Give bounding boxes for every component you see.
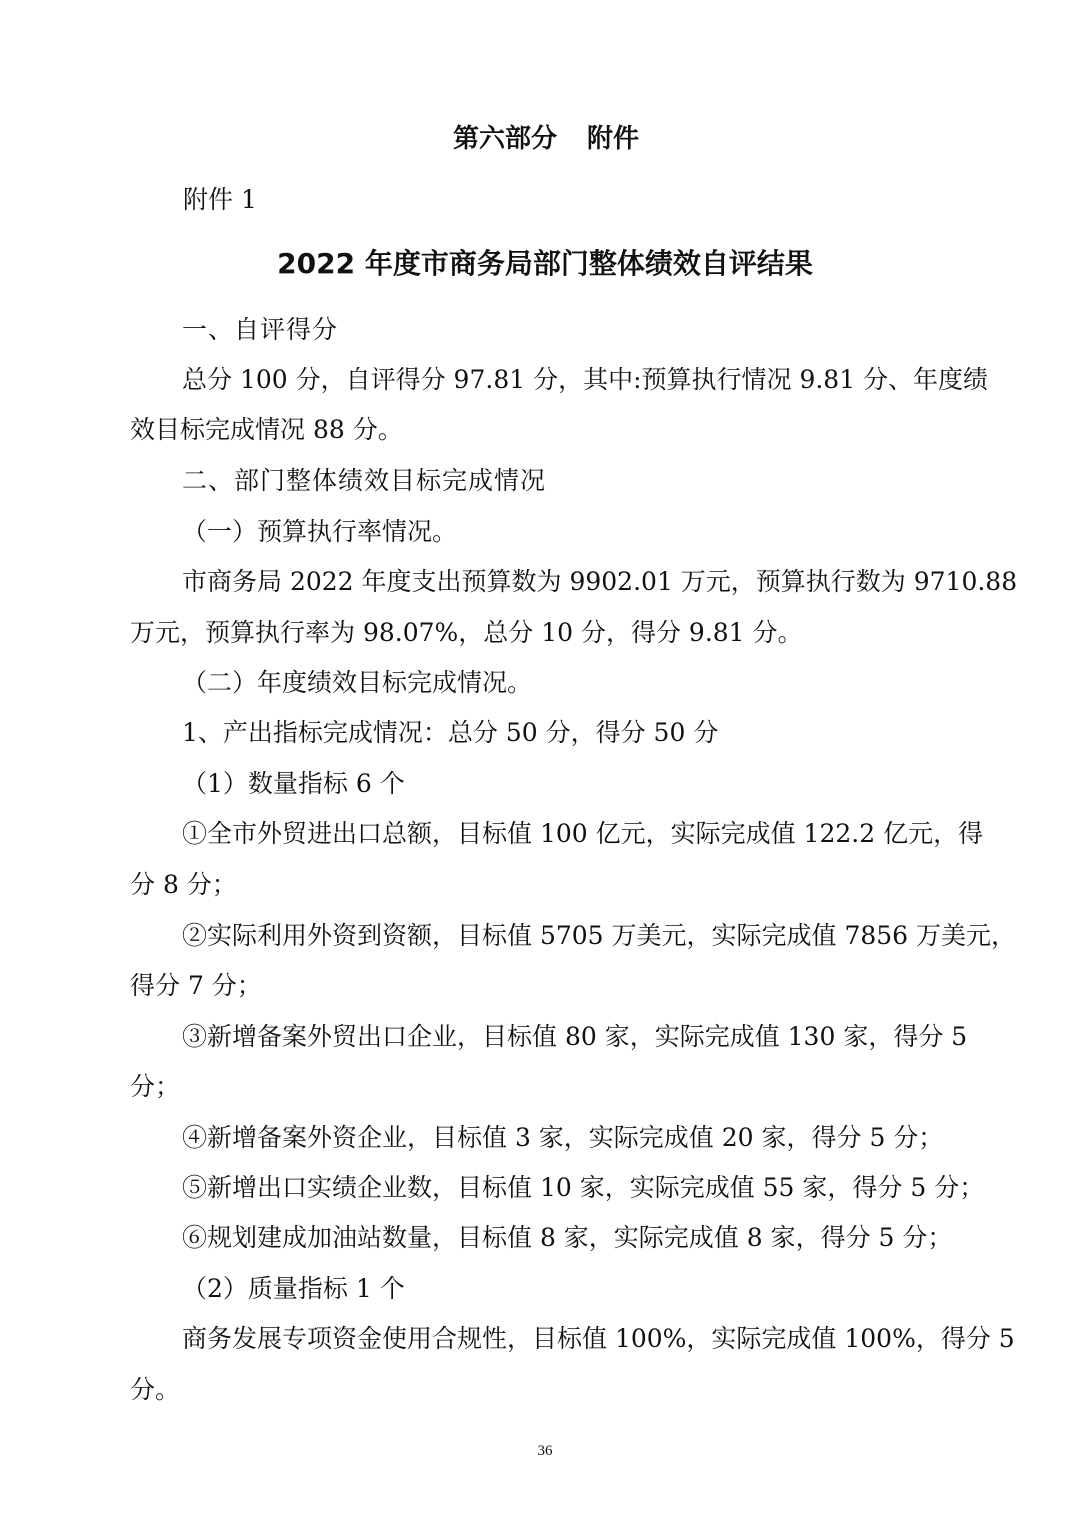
part-title xyxy=(0,122,1074,156)
paragraph-line: 万元，预算执行率为 98.07%，总分 10 分，得分 9.81 分。 xyxy=(130,618,803,647)
quantity-indicators-heading: （1）数量指标 6 个 xyxy=(182,769,405,798)
indicator-item: ①全市外贸进出口总额，目标值 100 亿元，实际完成值 122.2 亿元，得 xyxy=(182,819,984,848)
attachment-label: 附件 1 xyxy=(183,185,257,214)
part-title-right: 附件 xyxy=(587,124,640,154)
indicator-item: 分。 xyxy=(130,1375,181,1404)
indicator-item: 分； xyxy=(130,1072,181,1101)
page-number: 36 xyxy=(537,1443,553,1459)
indicator-item: ③新增备案外贸出口企业，目标值 80 家，实际完成值 130 家，得分 5 xyxy=(182,1022,968,1051)
indicator-item: ②实际利用外资到资额，目标值 5705 万美元，实际完成值 7856 万美元， xyxy=(182,921,1017,950)
section-heading-self-score: 一、自评得分 xyxy=(182,315,339,344)
indicator-item: 商务发展专项资金使用合规性，目标值 100%，实际完成值 100%，得分 5 xyxy=(182,1324,1015,1353)
indicator-item: 分 8 分； xyxy=(130,870,237,899)
document-title: 2022 年度市商务局部门整体绩效自评结果 xyxy=(277,247,813,280)
quality-indicators-heading: （2）质量指标 1 个 xyxy=(182,1274,405,1303)
indicator-item: 得分 7 分； xyxy=(130,971,262,1000)
indicator-item: ④新增备案外资企业，目标值 3 家，实际完成值 20 家，得分 5 分； xyxy=(182,1123,944,1152)
subsection-heading-annual: （二）年度绩效目标完成情况。 xyxy=(182,668,533,697)
indicator-item: ⑥规划建成加油站数量，目标值 8 家，实际完成值 8 家，得分 5 分； xyxy=(182,1223,953,1252)
section-heading-targets: 二、部门整体绩效目标完成情况 xyxy=(182,466,547,495)
paragraph-line: 总分 100 分，自评得分 97.81 分，其中:预算执行情况 9.81 分、年度绩 xyxy=(182,365,989,394)
indicator-item: ⑤新增出口实绩企业数，目标值 10 家，实际完成值 55 家，得分 5 分； xyxy=(182,1173,985,1202)
paragraph-line: 市商务局 2022 年度支出预算数为 9902.01 万元，预算执行数为 9710.88 xyxy=(182,567,1018,596)
part-title-left: 第六部分 xyxy=(452,124,557,154)
paragraph-line: 效目标完成情况 88 分。 xyxy=(130,415,403,444)
item-output-indicators: 1、产出指标完成情况：总分 50 分，得分 50 分 xyxy=(182,718,719,747)
subsection-heading-budget: （一）预算执行率情况。 xyxy=(182,517,458,546)
